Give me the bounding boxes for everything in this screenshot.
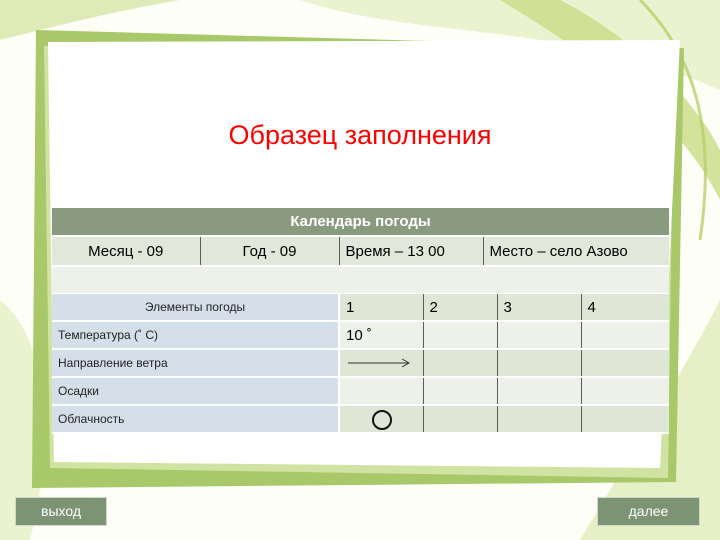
row-label-precipitation: Осадки (52, 377, 339, 405)
arrow-right-icon (346, 357, 412, 369)
row-label-wind-direction: Направление ветра (52, 349, 339, 377)
column-header-day-2: 2 (423, 294, 497, 321)
precipitation-day-4[interactable] (581, 377, 669, 405)
table-row (52, 377, 669, 405)
month-cell: Месяц - 09 (52, 236, 200, 266)
wind-direction-day-3[interactable] (497, 349, 581, 377)
place-cell: Место – село Азово (483, 236, 669, 266)
cloudiness-day-2[interactable] (423, 405, 497, 433)
calendar-title: Календарь погоды (52, 208, 669, 236)
temperature-day-4[interactable] (581, 321, 669, 349)
table-row (52, 294, 669, 321)
precipitation-day-1[interactable] (339, 377, 423, 405)
cloudiness-day-3[interactable] (497, 405, 581, 433)
slide-title: Образец заполнения (228, 120, 492, 150)
precipitation-day-2[interactable] (423, 377, 497, 405)
column-header-elements: Элементы погоды (52, 294, 339, 321)
table-row (52, 349, 669, 377)
circle-clear-sky-icon (372, 410, 392, 430)
wind-direction-day-1[interactable] (339, 349, 423, 377)
column-header-day-1: 1 (339, 294, 423, 321)
weather-elements-table (52, 294, 669, 434)
row-label-cloudiness: Облачность (52, 405, 339, 433)
next-button[interactable]: далее (597, 497, 700, 526)
wind-direction-day-2[interactable] (423, 349, 497, 377)
weather-calendar-table (52, 208, 669, 295)
temperature-day-3[interactable] (497, 321, 581, 349)
precipitation-day-3[interactable] (497, 377, 581, 405)
blank-row (52, 266, 669, 294)
table-row (52, 321, 669, 349)
column-header-day-4: 4 (581, 294, 669, 321)
temperature-day-2[interactable] (423, 321, 497, 349)
row-label-temperature: Температура (˚ С) (52, 321, 339, 349)
year-cell: Год - 09 (200, 236, 339, 266)
cloudiness-day-4[interactable] (581, 405, 669, 433)
temperature-day-1[interactable]: 10 ˚ (339, 321, 423, 349)
table-row (52, 405, 669, 433)
time-cell: Время – 13 00 (339, 236, 483, 266)
cloudiness-day-1[interactable] (339, 405, 423, 433)
exit-button[interactable]: выход (15, 497, 107, 526)
column-header-day-3: 3 (497, 294, 581, 321)
wind-direction-day-4[interactable] (581, 349, 669, 377)
